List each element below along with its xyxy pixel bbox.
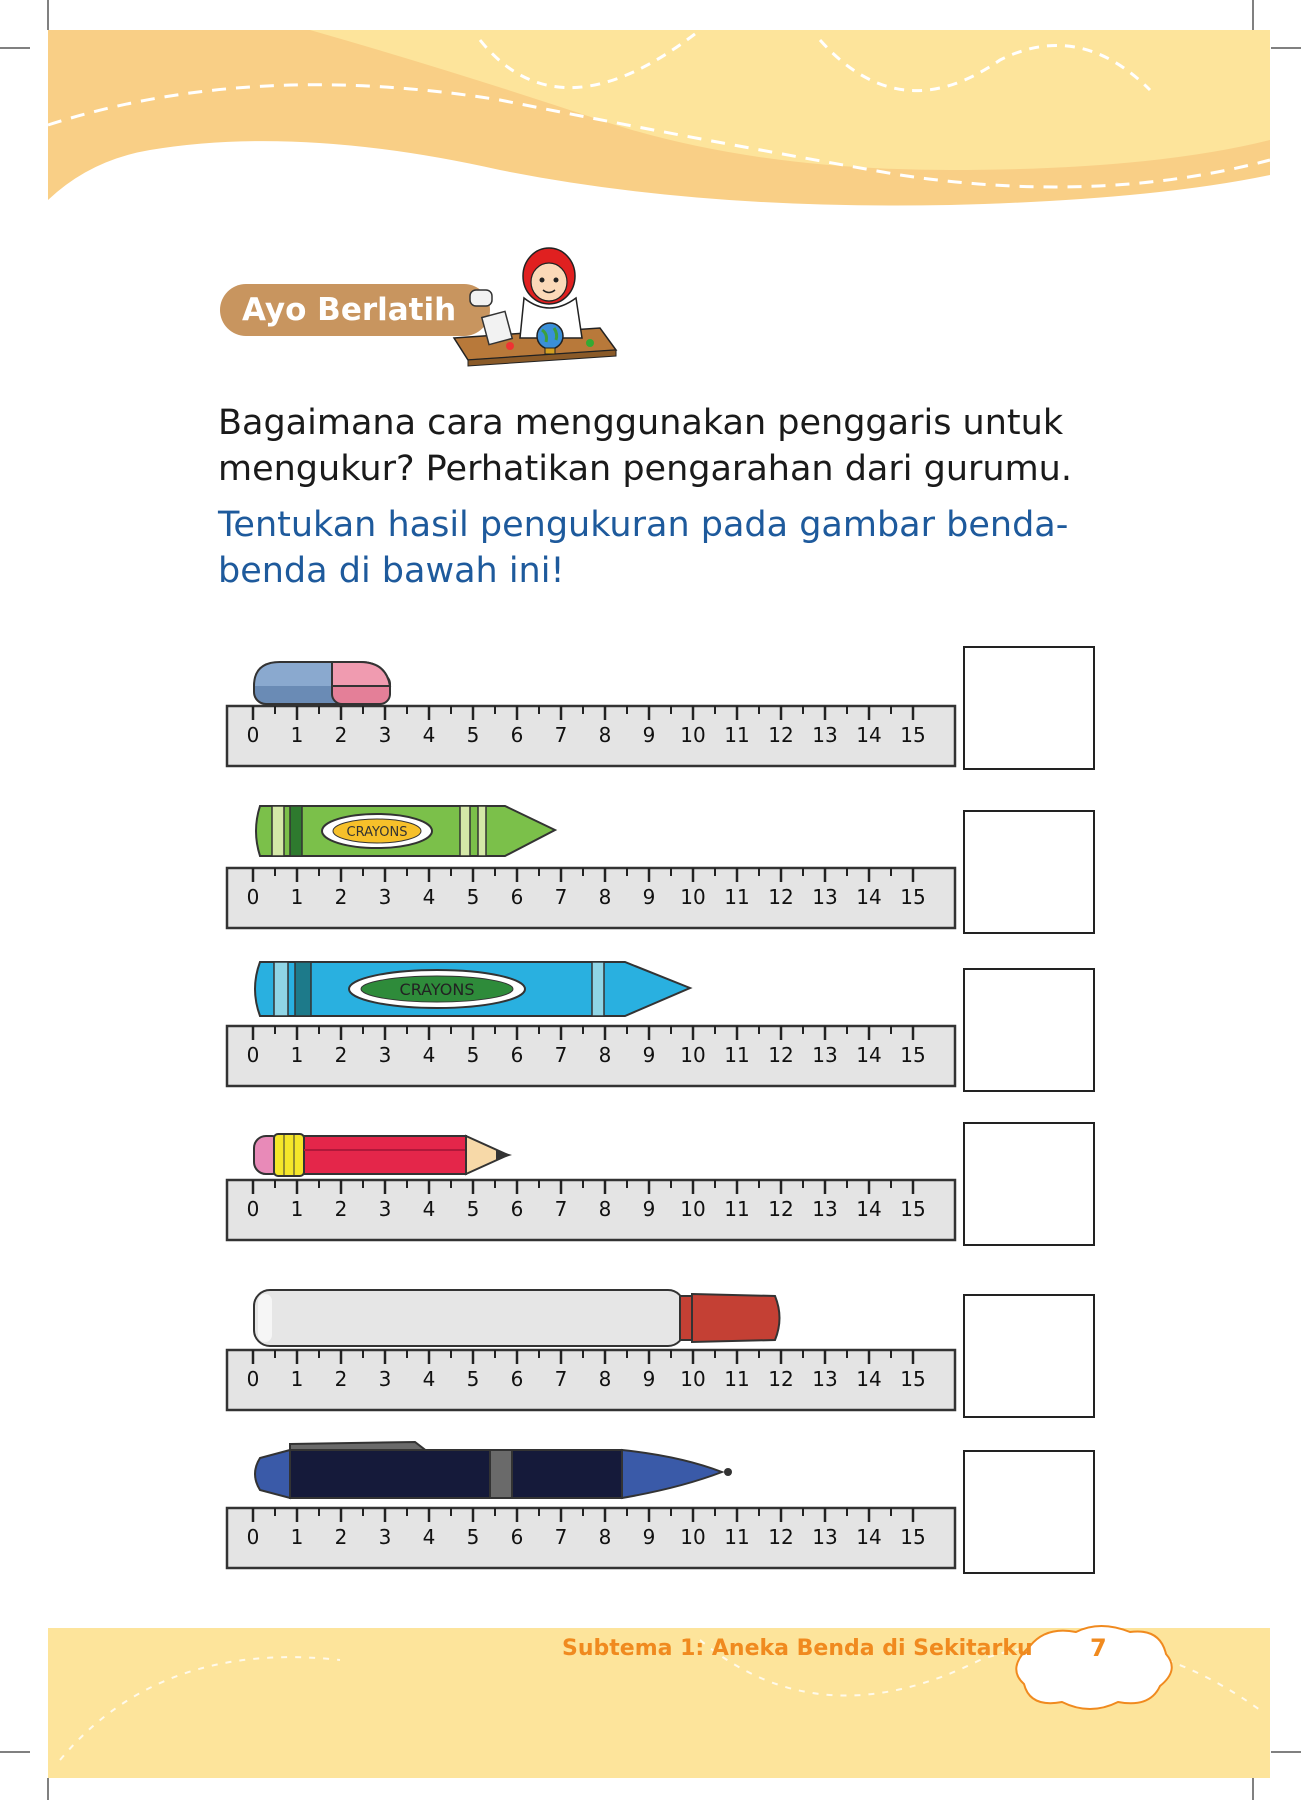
ruler-tick-label: 7 <box>554 1197 568 1221</box>
ruler-tick-label: 3 <box>378 1367 392 1391</box>
ruler-tick-label: 7 <box>554 1367 568 1391</box>
ruler-tick-label: 4 <box>422 1197 436 1221</box>
ruler-tick-label: 6 <box>510 1525 524 1549</box>
ruler-tick-label: 9 <box>642 1367 656 1391</box>
ruler-tick-label: 11 <box>724 723 750 747</box>
ruler-tick-label: 14 <box>856 723 882 747</box>
measure-row-eraser <box>0 646 1301 786</box>
measure-row-pencil <box>0 1120 1301 1260</box>
ruler-tick-label: 9 <box>642 1197 656 1221</box>
girl-studying-illustration <box>450 238 620 378</box>
ruler-tick-label: 2 <box>334 1043 348 1067</box>
ruler-tick-label: 11 <box>724 1043 750 1067</box>
ruler-tick-label: 0 <box>246 885 260 909</box>
ruler-tick-label: 10 <box>680 1197 706 1221</box>
ruler-tick-label: 12 <box>768 1043 794 1067</box>
ruler-tick-label: 7 <box>554 723 568 747</box>
ruler-tick-label: 14 <box>856 1367 882 1391</box>
ruler-tick-label: 4 <box>422 885 436 909</box>
ruler <box>225 866 957 930</box>
ruler-tick-label: 6 <box>510 723 524 747</box>
ruler-tick-label: 15 <box>900 723 926 747</box>
ruler-tick-label: 10 <box>680 723 706 747</box>
measure-row-pen <box>0 1448 1301 1588</box>
ruler-tick-label: 8 <box>598 1043 612 1067</box>
ruler-tick-label: 1 <box>290 1525 304 1549</box>
ruler-tick-label: 11 <box>724 1197 750 1221</box>
answer-box[interactable] <box>963 1294 1095 1418</box>
page-number: 7 <box>1090 1634 1107 1662</box>
crayon-brand-text: CRAYONS <box>346 825 408 840</box>
ruler-tick-label: 4 <box>422 1525 436 1549</box>
footer-subtitle: Subtema 1: Aneka Benda di Sekitarku <box>562 1636 1033 1661</box>
ruler-tick-label: 15 <box>900 1197 926 1221</box>
ruler-tick-label: 13 <box>812 723 838 747</box>
ruler-tick-label: 2 <box>334 1367 348 1391</box>
ruler-tick-label: 8 <box>598 723 612 747</box>
ruler-tick-label: 5 <box>466 1197 480 1221</box>
ruler <box>225 704 957 768</box>
ruler-tick-label: 12 <box>768 1367 794 1391</box>
ruler-tick-label: 7 <box>554 1525 568 1549</box>
answer-box[interactable] <box>963 968 1095 1092</box>
answer-box[interactable] <box>963 810 1095 934</box>
ruler <box>225 1506 957 1570</box>
ruler-tick-label: 6 <box>510 885 524 909</box>
ruler-tick-label: 11 <box>724 1525 750 1549</box>
ruler-tick-label: 5 <box>466 1043 480 1067</box>
ruler-tick-label: 3 <box>378 1197 392 1221</box>
ruler-tick-label: 15 <box>900 885 926 909</box>
ruler-tick-label: 8 <box>598 885 612 909</box>
measure-row-marker <box>0 1290 1301 1430</box>
ruler-tick-label: 12 <box>768 1197 794 1221</box>
ruler-tick-label: 12 <box>768 1525 794 1549</box>
answer-box[interactable] <box>963 1122 1095 1246</box>
ruler-tick-label: 0 <box>246 1367 260 1391</box>
eraser-icon <box>250 658 410 708</box>
pencil-icon <box>250 1130 530 1180</box>
ruler-tick-label: 6 <box>510 1197 524 1221</box>
ruler-tick-label: 10 <box>680 1367 706 1391</box>
ruler-tick-label: 12 <box>768 885 794 909</box>
ruler <box>225 1024 957 1088</box>
ruler-tick-label: 5 <box>466 1525 480 1549</box>
ruler-tick-label: 9 <box>642 1043 656 1067</box>
header-wave-decoration <box>0 0 1301 260</box>
ruler-tick-label: 1 <box>290 1197 304 1221</box>
ruler-tick-label: 2 <box>334 1525 348 1549</box>
ruler-tick-label: 6 <box>510 1043 524 1067</box>
ruler-tick-label: 14 <box>856 1043 882 1067</box>
instruction-text: Tentukan hasil pengukuran pada gambar benda-benda di bawah ini! <box>218 505 1069 591</box>
ruler-tick-label: 3 <box>378 885 392 909</box>
crayon-icon <box>250 954 710 1028</box>
ruler-tick-label: 5 <box>466 1367 480 1391</box>
ruler-tick-label: 8 <box>598 1197 612 1221</box>
ruler-tick-label: 14 <box>856 885 882 909</box>
ruler-tick-label: 7 <box>554 885 568 909</box>
ruler-tick-label: 3 <box>378 1043 392 1067</box>
marker-icon <box>250 1286 790 1350</box>
ruler-tick-label: 8 <box>598 1367 612 1391</box>
ruler-tick-label: 1 <box>290 1367 304 1391</box>
ruler-tick-label: 7 <box>554 1043 568 1067</box>
ruler-tick-label: 0 <box>246 723 260 747</box>
intro-text: Bagaimana cara menggunakan penggaris untuk mengukur? Perhatikan pengarahan dari gurumu. <box>218 403 1072 489</box>
ruler-tick-label: 9 <box>642 723 656 747</box>
ruler-tick-label: 9 <box>642 885 656 909</box>
ruler-tick-label: 11 <box>724 885 750 909</box>
ruler-tick-label: 11 <box>724 1367 750 1391</box>
ruler-tick-label: 8 <box>598 1525 612 1549</box>
ruler-tick-label: 10 <box>680 1043 706 1067</box>
ruler-tick-label: 5 <box>466 723 480 747</box>
measure-row-blue-crayon <box>0 966 1301 1106</box>
crayon-brand-text: CRAYONS <box>399 980 475 999</box>
ruler-tick-label: 13 <box>812 1197 838 1221</box>
ruler-tick-label: 9 <box>642 1525 656 1549</box>
ruler-tick-label: 15 <box>900 1043 926 1067</box>
ruler-tick-label: 10 <box>680 885 706 909</box>
ruler-tick-label: 4 <box>422 1043 436 1067</box>
crayon-icon <box>250 798 570 868</box>
ruler-tick-label: 4 <box>422 723 436 747</box>
ruler-tick-label: 2 <box>334 885 348 909</box>
answer-box[interactable] <box>963 646 1095 770</box>
pen-icon <box>250 1436 750 1506</box>
ruler-tick-label: 6 <box>510 1367 524 1391</box>
ruler-tick-label: 2 <box>334 723 348 747</box>
ruler-tick-label: 13 <box>812 1367 838 1391</box>
ruler-tick-label: 0 <box>246 1043 260 1067</box>
ruler-tick-label: 14 <box>856 1525 882 1549</box>
ruler-tick-label: 2 <box>334 1197 348 1221</box>
ruler-tick-label: 3 <box>378 1525 392 1549</box>
ruler-tick-label: 1 <box>290 885 304 909</box>
ruler-tick-label: 12 <box>768 723 794 747</box>
ruler-tick-label: 13 <box>812 1043 838 1067</box>
ruler-tick-label: 15 <box>900 1367 926 1391</box>
ruler-tick-label: 1 <box>290 1043 304 1067</box>
ruler-tick-label: 4 <box>422 1367 436 1391</box>
ruler-tick-label: 5 <box>466 885 480 909</box>
ruler-tick-label: 3 <box>378 723 392 747</box>
ruler-tick-label: 13 <box>812 1525 838 1549</box>
measure-row-green-crayon <box>0 808 1301 948</box>
answer-box[interactable] <box>963 1450 1095 1574</box>
ruler-tick-label: 0 <box>246 1197 260 1221</box>
ruler-tick-label: 14 <box>856 1197 882 1221</box>
ruler-tick-label: 15 <box>900 1525 926 1549</box>
ruler-tick-label: 0 <box>246 1525 260 1549</box>
section-label: Ayo Berlatih <box>220 284 490 336</box>
ruler <box>225 1348 957 1412</box>
ruler-tick-label: 10 <box>680 1525 706 1549</box>
ruler <box>225 1178 957 1242</box>
ruler-tick-label: 1 <box>290 723 304 747</box>
ruler-tick-label: 13 <box>812 885 838 909</box>
